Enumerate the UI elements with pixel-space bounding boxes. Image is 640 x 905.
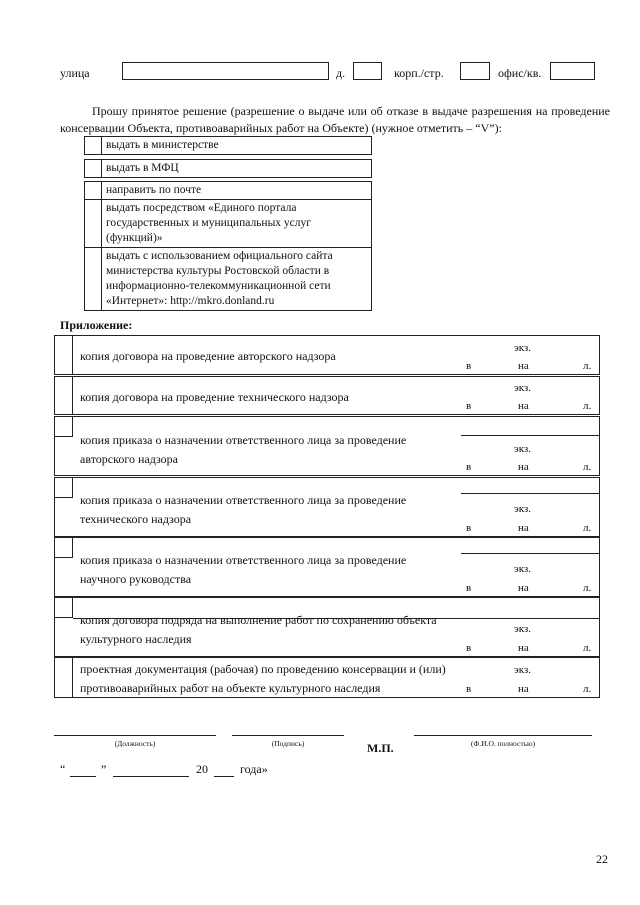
on-label: на — [518, 360, 529, 372]
street-field[interactable] — [122, 62, 329, 80]
field-line — [461, 435, 600, 436]
attachment-name: копия приказа о назначении ответственного лица за проведение авторского надзора — [80, 433, 407, 466]
option-label: выдать посредством «Единого портала государственных и муниципальных услуг (функций)» — [106, 202, 311, 244]
attachment-name: копия приказа о назначении ответственного лица за проведение технического надзора — [80, 493, 407, 526]
sheets-label: л. — [583, 522, 592, 534]
delivery-option[interactable] — [84, 181, 372, 200]
day-field[interactable] — [70, 776, 96, 777]
on-label: на — [518, 400, 529, 412]
attachment-row — [54, 537, 600, 597]
position-line[interactable] — [54, 735, 216, 736]
attachment-checkbox[interactable] — [55, 417, 73, 437]
in-label: в — [466, 522, 472, 534]
date-open-quote: “ — [60, 762, 66, 776]
sheets-label: л. — [583, 400, 592, 412]
year-field[interactable] — [214, 776, 234, 777]
attachment-name: копия приказа о назначении ответственного лица за проведение научного руководства — [80, 553, 407, 586]
year-prefix: 20 — [196, 762, 208, 776]
attachment-name: копия договора на проведение авторского надзора — [80, 349, 336, 363]
sheets-label: л. — [583, 642, 592, 654]
attachment-name: проектная документация (рабочая) по проведению консервации и (или) противоаварийных работ на объекте культурного наследия — [80, 662, 446, 695]
in-label: в — [466, 461, 472, 473]
office-label: офис/кв. — [498, 66, 542, 80]
on-label: на — [518, 522, 529, 534]
request-paragraph: Прошу принятое решение (разрешение о выдаче или об отказе в выдаче разрешения на проведение консервации Объекта, противоаварийных работ на Объекте) (нужное отметить – “V”): — [60, 104, 610, 135]
sheets-label: л. — [583, 461, 592, 473]
attachment-row — [54, 477, 600, 537]
on-label: на — [518, 582, 529, 594]
option-checkbox[interactable] — [85, 200, 102, 247]
delivery-option[interactable] — [84, 159, 372, 178]
copies-label: экз. — [514, 382, 532, 394]
delivery-options — [84, 137, 372, 311]
attachment-row — [54, 376, 600, 415]
copies-label: экз. — [514, 443, 532, 455]
copies-label: экз. — [514, 563, 532, 575]
house-label: д. — [336, 66, 346, 80]
position-caption: (Должность) — [114, 739, 156, 748]
delivery-option[interactable] — [84, 199, 372, 248]
attachment-checkbox[interactable] — [55, 336, 73, 374]
signature-caption: (Подпись) — [271, 739, 305, 748]
option-label: выдать с использованием официального сайта министерства культуры Ростовской области в информационно-телекоммуникационной сети «Интернет»: http://mkro.donland.ru — [106, 250, 333, 307]
option-label: выдать в МФЦ — [106, 162, 179, 174]
fullname-caption: (Ф.И.О. полностью) — [470, 739, 536, 748]
attachments-heading: Приложение: — [60, 318, 133, 332]
sheets-label: л. — [583, 683, 592, 695]
in-label: в — [466, 683, 472, 695]
option-checkbox[interactable] — [85, 160, 102, 177]
sheets-label: л. — [583, 582, 592, 594]
month-field[interactable] — [113, 776, 189, 777]
copies-label: экз. — [514, 664, 532, 676]
on-label: на — [518, 642, 529, 654]
house-field[interactable] — [353, 62, 382, 80]
on-label: на — [518, 683, 529, 695]
street-label: улица — [60, 66, 90, 80]
copies-label: экз. — [514, 623, 532, 635]
attachment-checkbox[interactable] — [55, 377, 73, 414]
attachment-checkbox[interactable] — [55, 478, 73, 498]
date-close-quote: ” — [101, 762, 107, 776]
signature-line[interactable] — [232, 735, 344, 736]
attachment-row — [54, 335, 600, 375]
attachment-row — [54, 657, 600, 698]
on-label: на — [518, 461, 529, 473]
office-field[interactable] — [550, 62, 595, 80]
page-number: 22 — [596, 852, 608, 866]
attachment-checkbox[interactable] — [55, 658, 73, 697]
option-label: направить по почте — [106, 184, 202, 196]
option-label: выдать в министерстве — [106, 139, 219, 151]
field-line — [461, 493, 600, 494]
building-label: корп./стр. — [394, 66, 444, 80]
attachment-name: копия договора на проведение технического надзора — [80, 390, 349, 404]
in-label: в — [466, 400, 472, 412]
option-checkbox[interactable] — [85, 137, 102, 154]
attachment-row — [54, 416, 600, 476]
copies-label: экз. — [514, 503, 532, 515]
delivery-option[interactable] — [84, 136, 372, 155]
option-checkbox[interactable] — [85, 182, 102, 199]
stamp-label: М.П. — [367, 741, 394, 755]
attachment-checkbox[interactable] — [55, 598, 73, 618]
year-suffix: года» — [240, 762, 268, 776]
in-label: в — [466, 642, 472, 654]
in-label: в — [466, 360, 472, 372]
fullname-line[interactable] — [414, 735, 592, 736]
in-label: в — [466, 582, 472, 594]
attachment-checkbox[interactable] — [55, 538, 73, 558]
delivery-option[interactable] — [84, 247, 372, 311]
copies-label: экз. — [514, 342, 532, 354]
attachment-row — [54, 597, 600, 657]
building-field[interactable] — [460, 62, 490, 80]
sheets-label: л. — [583, 360, 592, 372]
option-checkbox[interactable] — [85, 248, 102, 310]
field-line — [461, 553, 600, 554]
attachment-name: копия договора подряда на выполнение работ по сохранению объекта культурного наследия — [80, 613, 437, 646]
